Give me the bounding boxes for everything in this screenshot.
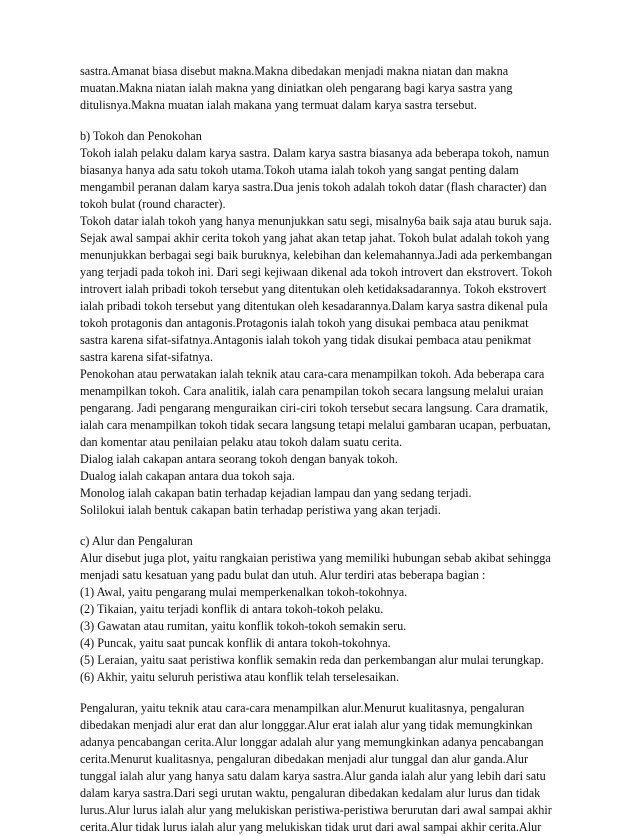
document-body xyxy=(80,63,570,836)
text-line: dalam karya sastra.Dari segi urutan waktu, pengaluran dibedakan kedalam alur lurus dan tidak xyxy=(80,786,541,800)
text-line: Tokoh datar ialah tokoh yang hanya menunjukkan satu segi, misalny6a baik saja atau buruk saja. xyxy=(80,214,552,228)
text-line: menjadi satu kesatuan yang padu bulat dan utuh. Alur terdiri atas beberapa bagian : xyxy=(80,568,486,582)
text-line: Solilokui ialah bentuk cakapan batin terhadap peristiwa yang akan terjadi. xyxy=(80,503,441,517)
text-line: (2) Tikaian, yaitu terjadi konflik di antara tokoh-tokoh pelaku. xyxy=(80,602,384,616)
text-line: sastra.Amanat biasa disebut makna.Makna dibedakan menjadi makna niatan dan makna xyxy=(80,64,509,78)
text-line: sastra karena sifat-sifatnya.Antagonis ialah tokoh yang tidak disukai pembaca atau penikmat xyxy=(80,333,532,347)
text-line: yang terjadi pada tokoh ini. Dari segi kejiwaan dikenal ada tokoh introvert dan ekstrovert. Tokoh xyxy=(80,265,553,279)
text-line: menunjukkan berbagai segi baik buruknya, kelebihan dan kelemahannya.Jadi ada perkembangan xyxy=(80,248,553,262)
text-line: sastra karena sifat-sifatnya. xyxy=(80,350,213,364)
text-line: pengarang. Jadi pengarang menguraikan ciri-ciri tokoh tersebut secara langsung. Cara dramatik, xyxy=(80,401,549,415)
text-line: Pengaluran, yaitu teknik atau cara-cara menampilkan alur.Menurut kualitasnya, pengaluran xyxy=(80,701,525,715)
text-line: (3) Gawatan atau rumitan, yaitu konflik tokoh-tokoh semakin seru. xyxy=(80,619,407,633)
text-line: (1) Awal, yaitu pengarang mulai memperkenalkan tokoh-tokohnya. xyxy=(80,585,408,599)
text-line: (4) Puncak, yaitu saat puncak konflik di antara tokoh-tokohnya. xyxy=(80,636,391,650)
text-line: ialah pribadi tokoh tersebut yang ditentukan oleh kesadarannya.Dalam karya sastra dikenal pula xyxy=(80,299,548,313)
text-line: ialah cara menampilkan tokoh tidak secara langsung tetapi melalui gambaran ucapan, perbuatan, xyxy=(80,418,551,432)
text-line: Alur disebut juga plot, yaitu rangkaian peristiwa yang memiliki hubungan sebab akibat sehingga xyxy=(80,551,551,565)
text-line: (6) Akhir, yaitu seluruh peristiwa atau konflik telah terselesaikan. xyxy=(80,670,399,684)
text-line: Dialog ialah cakapan antara seorang tokoh dengan banyak tokoh. xyxy=(80,452,398,466)
text-line: Penokohan atau perwatakan ialah teknik atau cara-cara menampilkan tokoh. Ada beberapa cara xyxy=(80,367,545,381)
text-line: mengambil peranan dalam karya sastra.Dua jenis tokoh adalah tokoh datar (flash character) dan xyxy=(80,180,547,194)
text-line: tokoh bulat (round character). xyxy=(80,197,226,211)
paragraph xyxy=(80,63,570,114)
text-line: Dualog ialah cakapan antara dua tokoh saja. xyxy=(80,469,295,483)
text-line: adanya pencabangan cerita.Alur longgar adalah alur yang memungkinkan adanya pencabangan xyxy=(80,735,544,749)
text-line: biasanya hanya ada satu tokoh utama.Tokoh utama ialah tokoh yang sangat penting dalam xyxy=(80,163,519,177)
text-line: tokoh protagonis dan antagonis.Protagonis ialah tokoh yang disukai pembaca atau penikmat xyxy=(80,316,529,330)
text-line: cerita.Menurut kualitasnya, pengaluran dibedakan menjadi alur tunggal dan alur ganda.Alur xyxy=(80,752,529,766)
text-line: introvert ialah pribadi tokoh tersebut yang ditentukan oleh ketidaksadarannya. Tokoh ekstrovert xyxy=(80,282,547,296)
text-line: menampilkan tokoh. Cara analitik, ialah cara penampilan tokoh secara langsung melalui uraian xyxy=(80,384,544,398)
text-line: Tokoh ialah pelaku dalam karya sastra. Dalam karya sastra biasanya ada beberapa tokoh, namun xyxy=(80,146,550,160)
paragraph xyxy=(80,533,570,686)
text-line: muatan.Makna niatan ialah makna yang diniatkan oleh pengarang bagi karya sastra yang xyxy=(80,81,513,95)
text-line: cerita.Alur tidak lurus ialah alur yang melukiskan tidak urut dari awal sampai akhir cerita.Alur xyxy=(80,820,542,834)
paragraph xyxy=(80,128,570,519)
paragraph-gap xyxy=(80,519,570,533)
text-line: Sejak awal sampai akhir cerita tokoh yang jahat akan tetap jahat. Tokoh bulat adalah tokoh yang xyxy=(80,231,550,245)
text-line: dan komentar atau penilaian pelaku atau tokoh dalam suatu cerita. xyxy=(80,435,403,449)
text-line: tunggal ialah alur yang hanya satu dalam karya sastra.Alur ganda ialah alur yang lebih dari satu xyxy=(80,769,546,783)
paragraph-gap xyxy=(80,114,570,128)
text-line: lurus.Alur lurus ialah alur yang melukiskan peristiwa-peristiwa berurutan dari awal sampai akhir xyxy=(80,803,552,817)
text-line: b) Tokoh dan Penokohan xyxy=(80,129,202,143)
text-line: (5) Leraian, yaitu saat peristiwa konflik semakin reda dan perkembangan alur mulai terungkap. xyxy=(80,653,544,667)
paragraph-gap xyxy=(80,686,570,700)
text-line: Monolog ialah cakapan batin terhadap kejadian lampau dan yang sedang terjadi. xyxy=(80,486,472,500)
text-line: dibedakan menjadi alur erat dan alur longggar.Alur erat ialah alur yang tidak memungkinkan xyxy=(80,718,533,732)
text-line: ditulisnya.Makna muatan ialah makana yang termuat dalam karya sastra tersebut. xyxy=(80,98,477,112)
paragraph xyxy=(80,700,570,836)
text-line: c) Alur dan Pengaluran xyxy=(80,534,193,548)
